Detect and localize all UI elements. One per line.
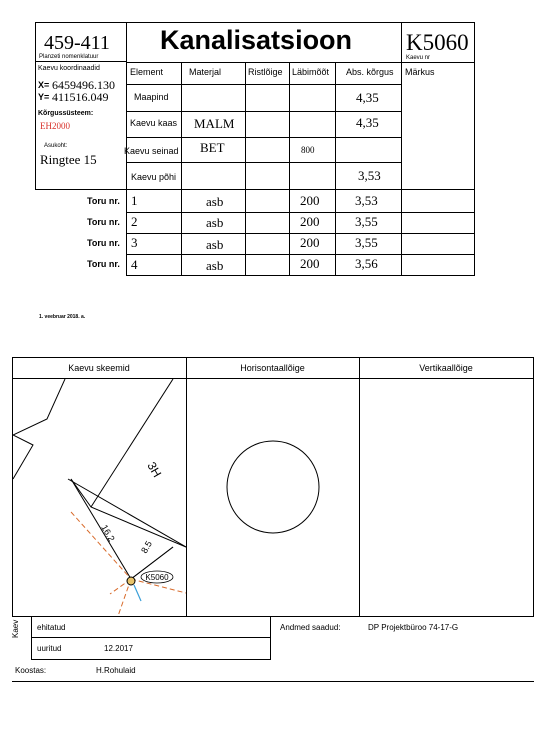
col-note: Märkus xyxy=(405,67,435,77)
row-abs: 4,35 xyxy=(356,90,379,105)
pipe-nr: 2 xyxy=(131,214,138,229)
row-material: BET xyxy=(200,140,225,155)
pipe-nr: 1 xyxy=(131,193,138,208)
height-system-label: Kõrgussüsteem: xyxy=(38,110,94,117)
pipe-label: Toru nr. xyxy=(87,196,120,206)
row-element: Kaevu põhi xyxy=(131,172,177,182)
height-system-value: EH2000 xyxy=(40,121,70,131)
horizontal-section-title: Horisontaallõige xyxy=(240,363,305,373)
pipe-material: asb xyxy=(206,237,224,252)
document-date: 1. veebruar 2018. a. xyxy=(39,314,86,320)
col-section: Ristlõige xyxy=(248,67,283,77)
dimension-label: 16.2 xyxy=(99,523,117,544)
pipe-material: asb xyxy=(206,215,224,230)
status-surveyed: uuritud xyxy=(37,644,62,653)
manhole-symbol xyxy=(127,577,135,585)
author-label: Koostas: xyxy=(15,666,47,675)
map-sheet-number: 459-411 xyxy=(44,32,110,54)
status-built: ehitatud xyxy=(37,623,66,632)
row-abs: 4,35 xyxy=(356,115,379,130)
pipe-diameter: 200 xyxy=(300,256,320,271)
pipe-abs: 3,56 xyxy=(355,256,378,271)
x-label: X= xyxy=(38,80,50,90)
pipe-diameter: 200 xyxy=(300,235,320,250)
page-title: Kanalisatsioon xyxy=(160,25,353,55)
x-value: 6459496.130 xyxy=(52,78,115,92)
manhole-label: K5060 xyxy=(145,573,169,582)
surveyed-date: 12.2017 xyxy=(104,644,133,653)
row-element: Kaevu seinad xyxy=(124,146,179,156)
pointer-arrow xyxy=(134,585,141,601)
manhole-number: K5060 xyxy=(406,30,469,55)
y-value: 411516.049 xyxy=(52,90,109,104)
col-element: Element xyxy=(130,67,164,77)
pipe-material: asb xyxy=(206,194,224,209)
row-element: Kaevu kaas xyxy=(130,118,178,128)
col-diameter: Läbimõõt xyxy=(292,67,330,77)
building-outline xyxy=(13,379,65,435)
location-label: Asukoht: xyxy=(44,143,68,149)
coords-label: Kaevu koordinaadid xyxy=(38,65,100,72)
pipe-abs: 3,55 xyxy=(355,235,378,250)
pipe-nr: 4 xyxy=(131,257,138,272)
row-material: MALM xyxy=(194,116,235,131)
col-abs-height: Abs. kõrgus xyxy=(346,67,394,77)
row-element: Maapind xyxy=(134,92,169,102)
pipe-diameter: 200 xyxy=(300,214,320,229)
pipe-label: Toru nr. xyxy=(87,259,120,269)
manhole-caption: Kaevu nr xyxy=(406,55,431,61)
manhole-circle xyxy=(227,441,319,533)
row-diameter: 800 xyxy=(301,145,315,155)
pipe-line xyxy=(71,512,131,579)
y-label: Y= xyxy=(38,92,50,102)
pipe-abs: 3,53 xyxy=(355,193,378,208)
building-outline xyxy=(68,479,186,547)
pipe-material: asb xyxy=(206,258,224,273)
building-outline xyxy=(13,435,33,479)
location-value: Ringtee 15 xyxy=(40,152,97,167)
dimension-label: 8.5 xyxy=(139,539,154,555)
plan-sketch xyxy=(13,379,186,616)
row-abs: 3,53 xyxy=(358,168,381,183)
vertical-section-title: Vertikaallõige xyxy=(419,363,473,373)
pipe-diameter: 200 xyxy=(300,193,320,208)
pipe-abs: 3,55 xyxy=(355,214,378,229)
col-material: Materjal xyxy=(189,67,222,77)
data-source-label: Andmed saadud: xyxy=(280,623,341,632)
pipe-label: Toru nr. xyxy=(87,238,120,248)
horizontal-section-sketch xyxy=(187,379,359,616)
map-sheet-caption: Planzeti nomenklatuur xyxy=(39,54,99,60)
footer-side-label: Kaev xyxy=(11,619,20,638)
author-value: H.Rohulaid xyxy=(96,666,136,675)
data-source-value: DP Projektbüroo 74-17-G xyxy=(368,623,459,632)
plan-title: Kaevu skeemid xyxy=(68,363,130,373)
pipe-label: Toru nr. xyxy=(87,217,120,227)
pipe-nr: 3 xyxy=(131,235,138,250)
building-outline xyxy=(91,379,173,507)
building-label: 3H xyxy=(144,459,165,480)
